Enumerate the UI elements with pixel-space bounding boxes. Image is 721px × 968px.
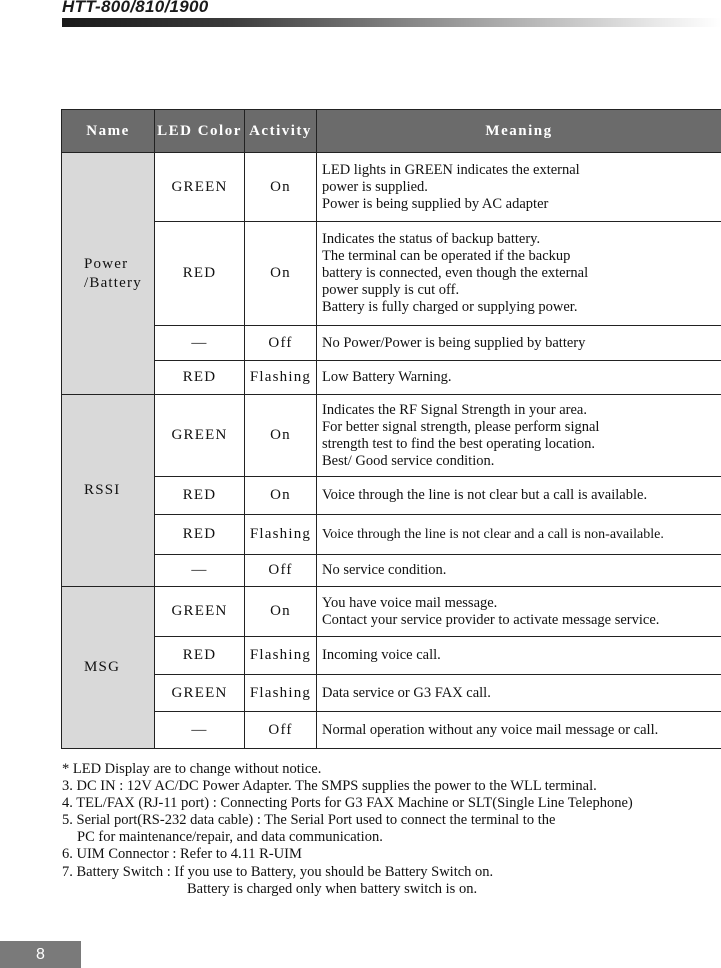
meaning-line: power supply is cut off. — [322, 282, 460, 298]
meaning-line: Data service or G3 FAX call. — [322, 684, 491, 701]
meaning-cell — [317, 477, 721, 515]
led-color-cell: RED — [155, 515, 245, 555]
meaning-cell — [317, 326, 721, 361]
note-item-4: 4. TEL/FAX (RJ-11 port) : Connecting Ports for G3 FAX Machine or SLT(Single Line Telephone) — [62, 795, 633, 812]
group-name-line: /Battery — [84, 274, 142, 291]
table-row — [62, 637, 721, 675]
meaning-line: Voice through the line is not clear and a call is non-available. — [322, 527, 664, 542]
meaning-line: Best/ Good service condition. — [322, 452, 495, 469]
meaning-cell — [317, 361, 721, 395]
table-row — [62, 326, 721, 361]
led-color-cell: GREEN — [155, 675, 245, 712]
led-color-cell: GREEN — [155, 395, 245, 477]
meaning-line: Indicates the status of backup battery. — [322, 231, 541, 247]
document-model-title: HTT-800/810/1900 — [62, 0, 209, 16]
header-meaning: Meaning — [317, 110, 721, 153]
table-row — [62, 395, 721, 477]
meaning-line: Low Battery Warning. — [322, 369, 452, 385]
led-color-cell: RED — [155, 222, 245, 326]
led-color-cell: — — [155, 326, 245, 361]
table-row — [62, 361, 721, 395]
note-led-notice: * LED Display are to change without notice. — [62, 761, 322, 777]
meaning-line: power is supplied. — [322, 178, 428, 195]
header-led-color: LED Color — [155, 110, 245, 153]
activity-cell: Flashing — [245, 675, 317, 712]
activity-cell: Off — [245, 326, 317, 361]
meaning-line: Indicates the RF Signal Strength in your area. — [322, 401, 587, 418]
activity-cell: On — [245, 222, 317, 326]
note-item-5: 5. Serial port(RS-232 data cable) : The Serial Port used to connect the terminal to the — [62, 812, 556, 829]
meaning-cell — [317, 515, 721, 555]
meaning-cell — [317, 153, 721, 222]
meaning-line: No service condition. — [322, 562, 447, 578]
meaning-cell — [317, 712, 721, 749]
table-row — [62, 712, 721, 749]
meaning-cell — [317, 675, 721, 712]
meaning-line: For better signal strength, please perform signal — [322, 418, 600, 435]
meaning-cell — [317, 222, 721, 326]
activity-cell: On — [245, 477, 317, 515]
meaning-line: LED lights in GREEN indicates the external — [322, 161, 580, 178]
meaning-line: Battery is fully charged or supplying power. — [322, 299, 578, 315]
led-color-cell: RED — [155, 637, 245, 675]
meaning-line: No Power/Power is being supplied by battery — [322, 334, 586, 351]
meaning-line: Contact your service provider to activate message service. — [322, 611, 660, 628]
meaning-cell — [317, 637, 721, 675]
group-name-line: Power — [84, 255, 129, 272]
activity-cell: Flashing — [245, 361, 317, 395]
activity-cell: On — [245, 153, 317, 222]
notes-section — [62, 761, 633, 898]
activity-cell: Flashing — [245, 637, 317, 675]
meaning-cell — [317, 587, 721, 637]
note-item-3: 3. DC IN : 12V AC/DC Power Adapter. The SMPS supplies the power to the WLL terminal. — [62, 778, 597, 795]
meaning-line: Voice through the line is not clear but a call is available. — [322, 487, 648, 503]
group-name-msg: MSG — [62, 587, 155, 749]
table-row — [62, 675, 721, 712]
led-color-cell: — — [155, 555, 245, 587]
table-row — [62, 587, 721, 637]
led-color-cell: GREEN — [155, 153, 245, 222]
page-number: 8 — [0, 941, 81, 968]
note-item-7-cont: Battery is charged only when battery switch is on. — [187, 880, 478, 897]
meaning-line: You have voice mail message. — [322, 594, 498, 611]
meaning-line: battery is connected, even though the external — [322, 265, 589, 281]
led-color-cell: — — [155, 712, 245, 749]
activity-cell: Flashing — [245, 515, 317, 555]
meaning-cell — [317, 395, 721, 477]
meaning-line: Power is being supplied by AC adapter — [322, 195, 549, 212]
group-name-rssi: RSSI — [62, 395, 155, 587]
meaning-cell — [317, 555, 721, 587]
note-item-5-cont: PC for maintenance/repair, and data communication. — [77, 829, 383, 846]
header-gradient-bar — [62, 18, 721, 27]
meaning-line: The terminal can be operated if the backup — [322, 248, 571, 264]
led-status-table — [61, 109, 721, 749]
table-row — [62, 153, 721, 222]
led-color-cell: GREEN — [155, 587, 245, 637]
table-row — [62, 222, 721, 326]
note-item-7: 7. Battery Switch : If you use to Battery, you should be Battery Switch on. — [62, 863, 494, 880]
group-name-power — [62, 153, 155, 395]
table-row — [62, 477, 721, 515]
activity-cell: On — [245, 587, 317, 637]
meaning-line: strength test to find the best operating location. — [322, 435, 596, 452]
meaning-line: Normal operation without any voice mail message or call. — [322, 721, 659, 738]
meaning-line: Incoming voice call. — [322, 647, 441, 663]
table-header-row — [62, 110, 721, 153]
led-color-cell: RED — [155, 361, 245, 395]
header-name: Name — [62, 110, 155, 153]
header-activity: Activity — [245, 110, 317, 153]
note-item-6: 6. UIM Connector : Refer to 4.11 R-UIM — [62, 846, 302, 863]
table-row — [62, 515, 721, 555]
activity-cell: Off — [245, 555, 317, 587]
led-color-cell: RED — [155, 477, 245, 515]
activity-cell: On — [245, 395, 317, 477]
table-row — [62, 555, 721, 587]
activity-cell: Off — [245, 712, 317, 749]
